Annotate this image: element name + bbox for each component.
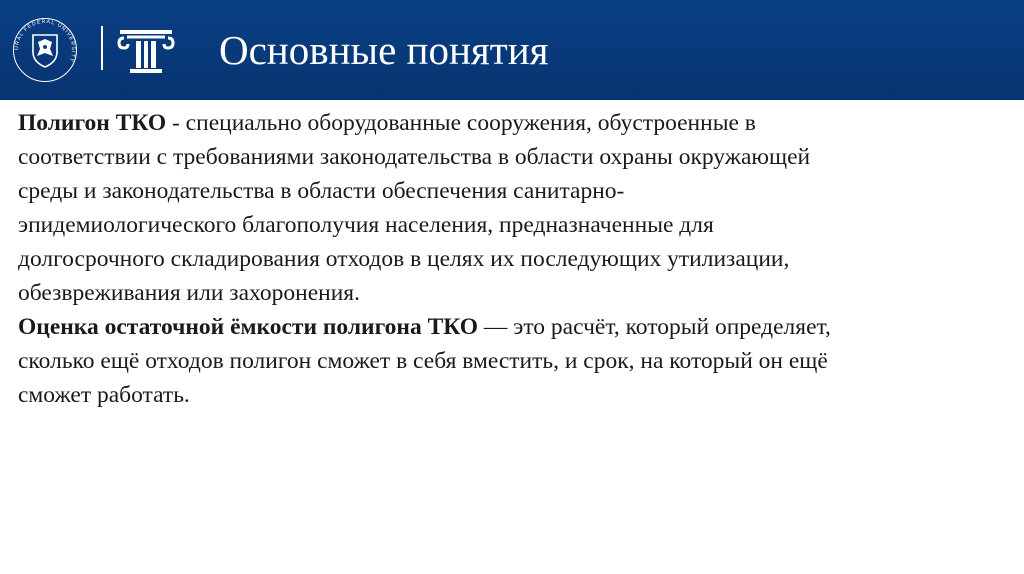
text-line: долгосрочного складирования отходов в целях их последующих утилизации,: [18, 246, 790, 272]
definitions-content: [18, 106, 1018, 412]
seal-lettering: URAL FEDERAL UNIVERSITY: [13, 18, 77, 64]
definition-text: — это расчёт, который определяет,: [478, 314, 831, 340]
text-line: обезвреживания или захоронения.: [18, 280, 360, 306]
text-line: эпидемиологического благополучия населения, предназначенные для: [18, 212, 714, 238]
page-title: Основные понятия: [219, 27, 549, 73]
definition-capacity: [18, 310, 1018, 412]
column-logo-icon: [115, 24, 177, 76]
text-line: среды и законодательства в области обеспечения санитарно-: [18, 178, 625, 204]
definition-landfill: [18, 106, 1018, 310]
term-landfill: Полигон ТКО: [18, 110, 167, 136]
definition-text: - специально оборудованные сооружения, обустроенные в: [166, 110, 756, 136]
header-divider: [101, 26, 103, 70]
university-seal-icon: [12, 17, 78, 83]
header-bar: [0, 0, 1024, 100]
text-line: [18, 106, 1018, 140]
text-line: сможет работать.: [18, 382, 190, 408]
text-line: соответствии с требованиями законодательства в области охраны окружающей: [18, 144, 811, 170]
text-line: сколько ещё отходов полигон сможет в себя вместить, и срок, на который он ещё: [18, 348, 828, 374]
term-capacity: Оценка остаточной ёмкости полигона ТКО: [18, 314, 479, 340]
text-line: [18, 310, 1018, 344]
